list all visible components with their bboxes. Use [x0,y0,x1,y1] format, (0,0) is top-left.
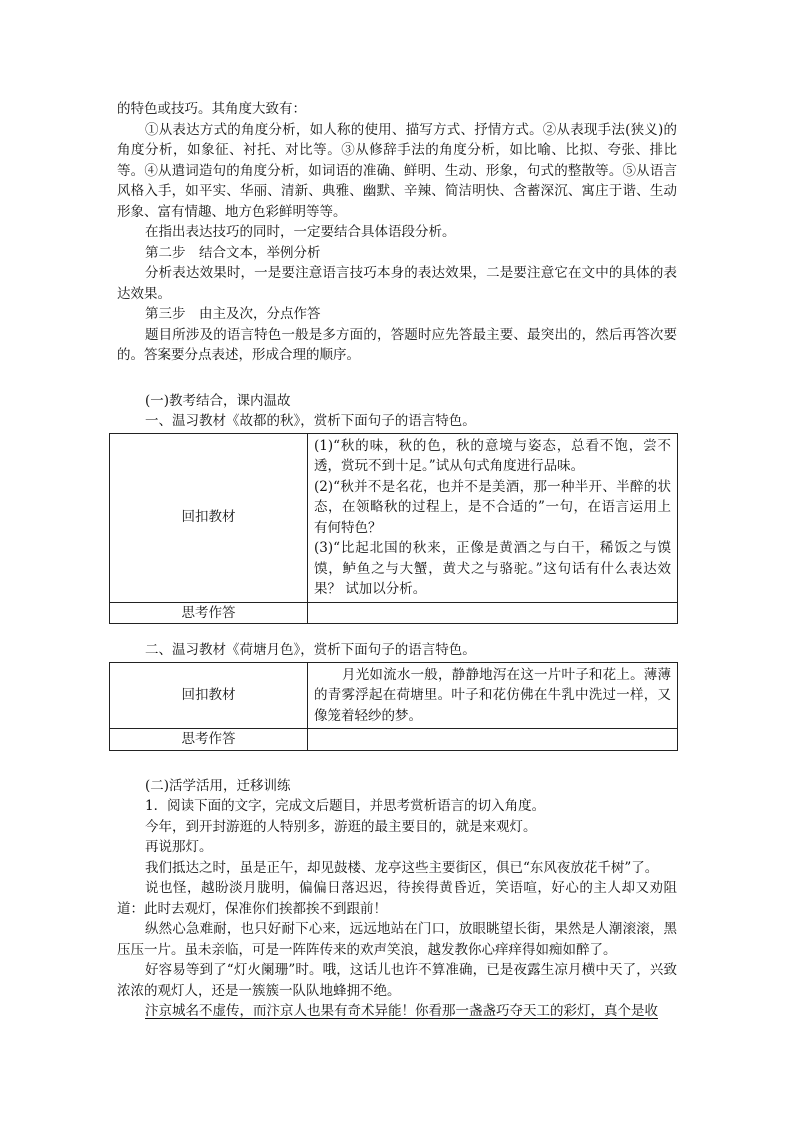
section2-question1: 1．阅读下面的文字，完成文后题目，并思考赏析语言的切入角度。 [145,798,546,814]
angles-paragraph: ①从表达方式的角度分析，如人称的使用、描写方式、抒情方式。②从表现手法(狭义)的角度分析，如象征、衬托、对比等。③从修辞手法的角度分析，如比喻、比拟、夸张、排比等。④从遣词造句的角度分析，如词语的准确、鲜明、生动、形象，句式的整散等。⑤从语言风格入手，如平实、华丽、清新、典雅、幽默、辛辣、简洁明快、含蓄深沉、寓庄于谐、生动形象、富有情趣、地方色彩鲜明等等。 [117,121,677,220]
recall-label: 回扣教材 [110,433,308,602]
table-row [110,729,678,751]
intro-line: 的特色或技巧。其角度大致有： [117,101,306,117]
hetang-quote: 月光如流水一般，静静地泻在这一片叶子和花上。薄薄的青雾浮起在荷塘里。叶子和花仿佛在牛乳中洗过一样，又像笼着轻纱的梦。 [314,666,671,724]
recall-label: 回扣教材 [110,662,308,729]
table-gudu-qiu [109,433,678,625]
item-2: (2)“秋并不是名花，也并不是美酒，那一种半开、半醉的状态，在领略秋的过程上，是不合适的”一句，在语言运用上有何特色？ [314,478,671,536]
answer-cell[interactable] [308,602,678,624]
document-page [117,99,677,1022]
item-1: (1)“秋的味，秋的色，秋的意境与姿态，总看不饱，尝不透，赏玩不到十足。”试从句式角度进行品味。 [314,437,671,474]
step2-body: 分析表达效果时，一是要注意语言技巧本身的表达效果，二是要注意它在文中的具体的表达效果。 [117,265,677,302]
table-row [110,433,678,602]
passage-paragraph: 说也怪，越盼淡月胧明，偏偏日落迟迟，待挨得黄昏近，笑语喧，好心的主人却又劝阻道：此时去观灯，保准你们挨都挨不到跟前！ [117,880,677,917]
passage-paragraph: 今年，到开封游逛的人特别多，游逛的最主要目的，就是来观灯。 [145,818,537,835]
answer-cell[interactable] [308,729,678,751]
passage-paragraph-underlined: 汴京城名不虚传，而汴京人也果有奇术异能！你看那一盏盏巧夺天工的彩灯，真个是收 [145,1003,658,1019]
recall-content [308,662,678,729]
step3-body: 题目所涉及的语言特色一般是多方面的，答题时应先答最主要、最突出的，然后再答次要的。答案要分点表述，形成合理的顺序。 [117,326,677,363]
table-row [110,602,678,624]
passage-paragraph: 再说那灯。 [145,839,213,855]
note-paragraph: 在指出表达技巧的同时，一定要结合具体语段分析。 [145,224,456,240]
recall-content [308,433,678,602]
passage-paragraph: 我们抵达之时，虽是正午，却见鼓楼、龙亭这些主要街区，俱已“东风夜放花千树”了。 [145,859,659,876]
question2-title: 二、温习教材《荷塘月色》，赏析下面句子的语言特色。 [145,642,476,658]
question1-title: 一、温习教材《故都的秋》，赏析下面句子的语言特色。 [145,413,476,429]
answer-label: 思考作答 [110,729,308,751]
table-row [110,662,678,729]
passage-paragraph: 好容易等到了“灯火阑珊”时。哦，这话儿也许不算准确，已是夜露生凉月横中天了，兴致浓浓的观灯人，还是一簇簇一队队地蜂拥不绝。 [117,962,677,999]
section1-heading: (一)教考结合，课内温故 [145,392,291,409]
section2-heading: (二)活学活用，迁移训练 [145,777,291,794]
item-3: (3)“比起北国的秋来，正像是黄酒之与白干，稀饭之与馍馍，鲈鱼之与大蟹，黄犬之与骆驼。”这句话有什么表达效果？ 试加以分析。 [314,540,671,597]
step2-title: 第二步 结合文本，举例分析 [145,244,321,261]
table-hetang-yuese [109,662,678,751]
passage-paragraph: 纵然心急难耐，也只好耐下心来，远远地站在门口，放眼眺望长街，果然是人潮滚滚，黑压压一片。虽未亲临，可是一阵阵传来的欢声笑浪，越发教你心痒痒得如痴如醉了。 [117,921,677,958]
answer-label: 思考作答 [110,602,308,624]
step3-title: 第三步 由主及次，分点作答 [145,306,321,322]
